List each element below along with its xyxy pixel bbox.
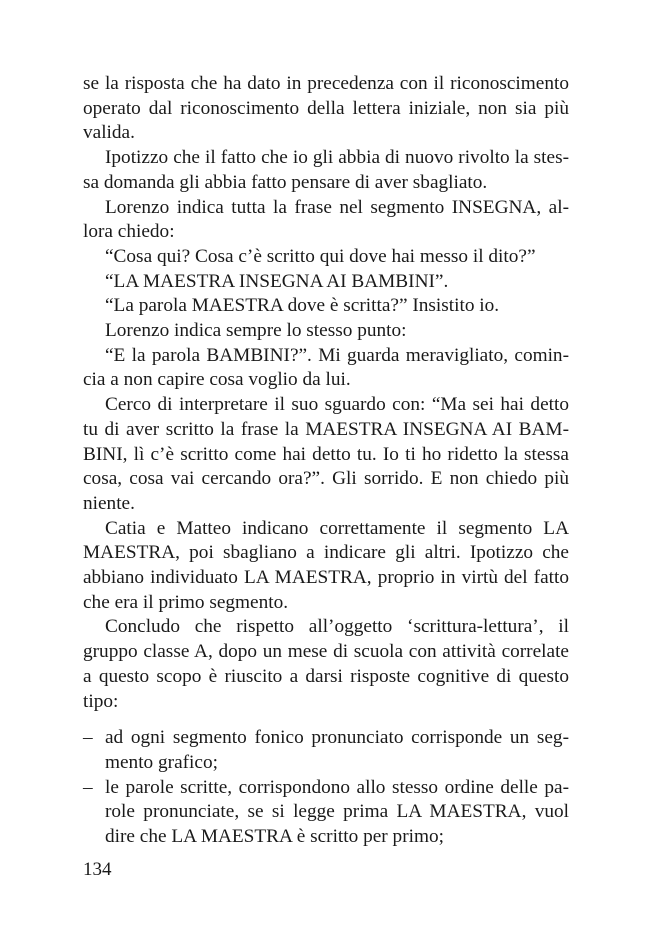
paragraph-5: “LA MAESTRA INSEGNA AI BAMBINI”. — [105, 270, 449, 292]
list-item-text: le parole scritte, corrispondono allo stesso ordine delle parole pronunciate, se si legge prima LA MAESTRA, vuol dire che LA MAESTRA è scritto per primo; — [105, 776, 569, 848]
list-item — [83, 726, 569, 775]
paragraph-10: Catia e Matteo indicano correttamente il segmento LA MAESTRA, poi sbagliano a indicare gli altri. Ipotizzo che abbiano individuato LA MAESTRA, proprio in virtù del fatto che era il primo segmento. — [83, 517, 569, 613]
paragraph-1: se la risposta che ha dato in precedenza con il riconoscimento operato dal riconoscimento della lettera iniziale, non sia più valida. — [83, 73, 569, 144]
paragraph-7: Lorenzo indica sempre lo stesso punto: — [105, 320, 407, 342]
conclusion-list — [83, 726, 569, 850]
paragraph-4: “Cosa qui? Cosa c’è scritto qui dove hai messo il dito?” — [105, 245, 536, 267]
page-number: 134 — [83, 859, 112, 880]
page-body — [83, 72, 569, 850]
paragraph-6: “La parola MAESTRA dove è scritta?” Insistito io. — [105, 295, 500, 317]
paragraph-3: Lorenzo indica tutta la frase nel segmento INSEGNA, allora chiedo: — [83, 196, 569, 243]
list-dash: – — [83, 727, 93, 749]
list-item — [83, 776, 569, 850]
paragraph-2: Ipotizzo che il fatto che io gli abbia di nuovo rivolto la stessa domanda gli abbia fatto pensare di aver sbagliato. — [83, 147, 569, 193]
paragraph-8: “E la parola BAMBINI?”. Mi guarda meravigliato, comincia a non capire cosa voglio da lui. — [83, 344, 569, 391]
paragraph-9: Cerco di interpretare il suo sguardo con: “Ma sei hai detto tu di aver scritto la frase la MAESTRA INSEGNA AI BAMBINI, lì c’è scritto come hai detto tu. Io ti ho ridetto la stessa cosa, cosa vai cercando ora?”. Gli sorrido. E non chiedo più niente. — [83, 394, 569, 514]
paragraph-11: Concludo che rispetto all’oggetto ‘scrittura-lettura’, il gruppo classe A, dopo un mese di scuola con attività correlate a questo scopo è riuscito a darsi risposte cognitive di questo tipo: — [83, 616, 569, 712]
list-dash: – — [83, 776, 93, 798]
list-item-text: ad ogni segmento fonico pronunciato corrisponde un segmento grafico; — [105, 727, 569, 773]
